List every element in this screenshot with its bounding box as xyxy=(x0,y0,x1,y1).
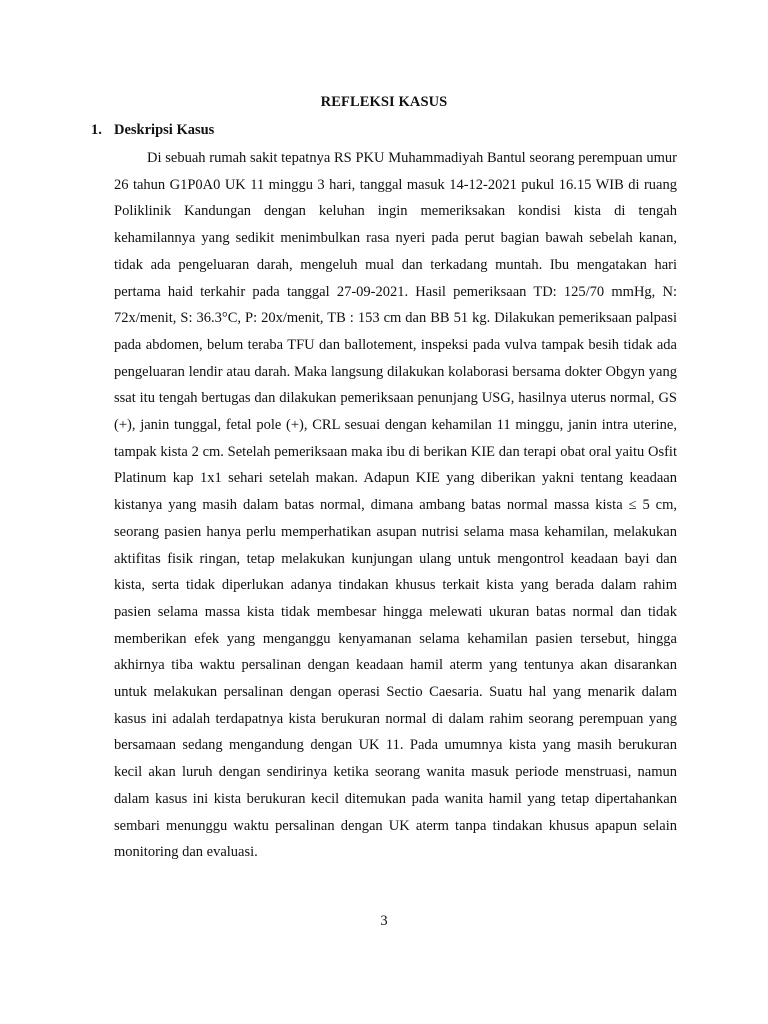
section-number: 1. xyxy=(91,122,102,138)
section-heading-text: Deskripsi Kasus xyxy=(114,122,215,138)
document-title: REFLEKSI KASUS xyxy=(320,94,448,110)
page-number: 3 xyxy=(380,913,388,929)
case-description-paragraph: Di sebuah rumah sakit tepatnya RS PKU Muhammadiyah Bantul seorang perempuan umur 26 tahun G1P0A0 UK 11 minggu 3 hari, tanggal masuk 14-12-2021 pukul 16.15 WIB di ruang Poliklinik Kandungan dengan keluhan ingin memeriksakan kondisi kista di tengah kehamilannya yang sedikit menimbulkan rasa nyeri pada perut bagian bawah sebelah kanan, tidak ada pengeluaran darah, mengeluh mual dan terkadang muntah. Ibu mengatakan hari pertama haid terkahir pada tanggal 27-09-2021. Hasil pemeriksaan TD: 125/70 mmHg, N: 72x/menit, S: 36.3°C, P: 20x/menit, TB : 153 cm dan BB 51 kg. Dilakukan pemeriksaan palpasi pada abdomen, belum teraba TFU dan ballotement, inspeksi pada vulva tampak besih tidak ada pengeluaran lendir atau darah. Maka langsung dilakukan kolaborasi bersama dokter Obgyn yang ssat itu tengah bertugas dan dilakukan pemeriksaan penunjang USG, hasilnya uterus normal, GS (+), janin tunggal, fetal pole (+), CRL sesuai dengan kehamilan 11 minggu, janin intra uterine, tampak kista 2 cm. Setelah pemeriksaan maka ibu di berikan KIE dan terapi obat oral yaitu Osfit Platinum kap 1x1 sehari setelah makan. Adapun KIE yang diberikan yakni tentang keadaan kistanya yang masih dalam batas normal, dimana ambang batas normal massa kista ≤ 5 cm, seorang pasien hanya perlu memperhatikan asupan nutrisi selama masa kehamilan, melakukan aktifitas fisik ringan, tetap melakukan kunjungan ulang untuk mengontrol keadaan bayi dan kista, serta tidak diperlukan adanya tindakan khusus terkait kista yang berada dalam rahim pasien selama massa kista tidak membesar hingga melewati ukuran batas normal dan tidak memberikan efek yang menganggu kenyamanan selama kehamilan pasien tersebut, hingga akhirnya tiba waktu persalinan dengan keadaan hamil aterm yang tentunya akan disarankan untuk melakukan persalinan dengan operasi Sectio Caesaria. Suatu hal yang menarik dalam kasus ini adalah terdapatnya kista berukuran normal di dalam rahim seorang perempuan yang bersamaan sedang mengandung dengan UK 11. Pada umumnya kista yang masih berukuran kecil akan luruh dengan sendirinya ketika seorang wanita masuk periode menstruasi, namun dalam kasus ini kista berukuran kecil ditemukan pada wanita hamil yang tetap dipertahankan sembari menunggu waktu persalinan dengan UK aterm tanpa tindakan khusus apapun selain monitoring dan evaluasi. xyxy=(114,150,677,861)
section-heading xyxy=(91,120,214,140)
